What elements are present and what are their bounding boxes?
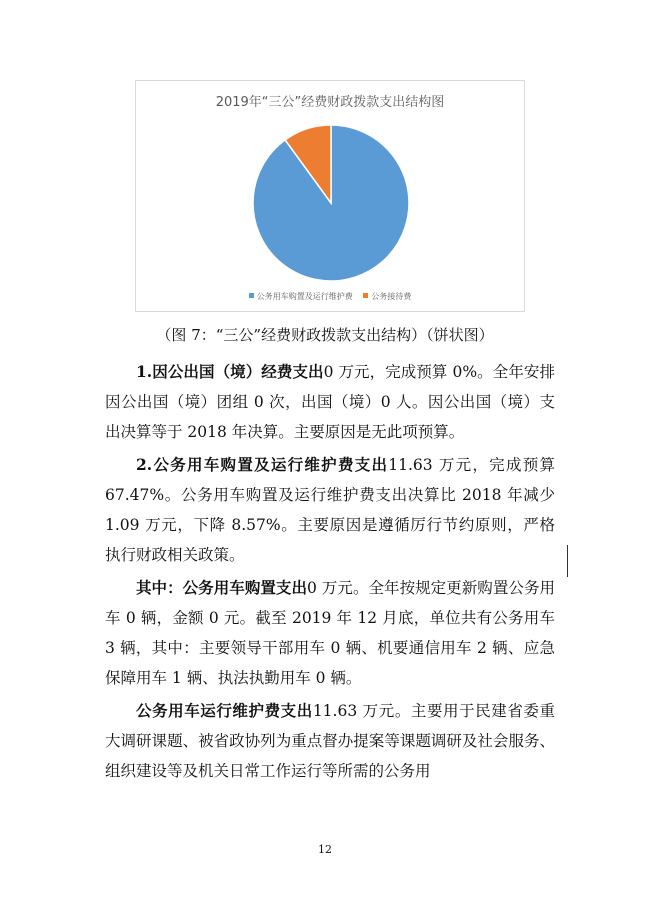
paragraph-vehicle-expenses (105, 450, 555, 570)
chart-title: 2019年“三公”经费财政拨款支出结构图 (215, 95, 445, 110)
legend-label-reception: 公务接待费 (371, 292, 412, 301)
paragraph-vehicle-maintenance (105, 696, 555, 786)
paragraph-vehicle-purchase (105, 573, 555, 693)
paragraph-body: 11.63 万元，完成预算 67.47%。公务用车购置及运行维护费支出决算比 2018 年减少 1.09 万元，下降 8.57%。主要原因是遵循厉行节约原则，严格执行财政相关政策。 (105, 456, 555, 564)
paragraph-heading: 1.因公出国（境）经费支出 (136, 362, 324, 381)
pie-plot (136, 81, 526, 313)
legend-item-reception (363, 291, 411, 302)
legend-label-vehicle: 公务用车购置及运行维护费 (256, 292, 353, 301)
page-number: 12 (318, 843, 332, 856)
figure-caption: （图 7：“三公”经费财政拨款支出结构）（饼状图） (156, 326, 494, 344)
pie-chart (135, 80, 525, 312)
legend-swatch-reception (363, 293, 368, 298)
chart-legend (136, 291, 524, 302)
paragraph-heading: 公务用车运行维护费支出 (136, 701, 313, 720)
text-cursor-marker (567, 545, 568, 577)
legend-item-vehicle (249, 291, 353, 302)
paragraph-heading: 其中：公务用车购置支出 (136, 578, 308, 597)
paragraph-heading: 2.公务用车购置及运行维护费支出 (136, 455, 389, 474)
paragraph-body: 0 万元。全年按规定更新购置公务用车 0 辆，金额 0 元。截至 2019 年 12 月底，单位共有公务用车 3 辆，其中：主要领导干部用车 0 辆、机要通信用车 2 辆、应急保障用车 1 辆、执法执勤用车 0 辆。 (105, 579, 555, 687)
legend-swatch-vehicle (249, 293, 254, 298)
body-text (105, 357, 555, 789)
paragraph-body: 0 万元，完成预算 0%。全年安排因公出国（境）团组 0 次，出国（境）0 人。因公出国（境）支出决算等于 2018 年决算。主要原因是无此项预算。 (105, 363, 555, 441)
paragraph-body: 11.63 万元。主要用于民建省委重大调研课题、被省政协列为重点督办提案等课题调研及社会服务、组织建设等及机关日常工作运行等所需的公务用 (105, 702, 555, 780)
paragraph-overseas-travel (105, 357, 555, 447)
